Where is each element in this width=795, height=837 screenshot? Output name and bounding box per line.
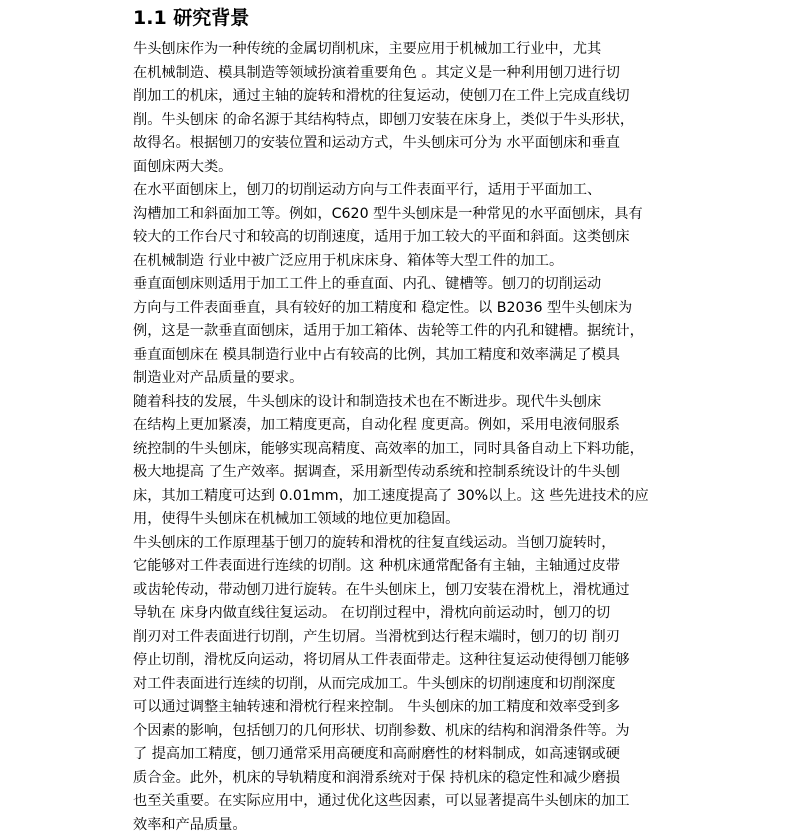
text-line: 制造业对产品质量的要求。 [133,367,693,391]
text-line: 牛头刨床的工作原理基于刨刀的旋转和滑枕的往复直线运动。当刨刀旋转时， [133,532,693,556]
text-line: 在机械制造 行业中被广泛应用于机床床身、箱体等大型工件的加工。 [133,250,693,274]
text-line: 在水平面刨床上，刨刀的切削运动方向与工件表面平行，适用于平面加工、 [133,179,693,203]
text-line: 牛头刨床作为一种传统的金属切削机床，主要应用于机械加工行业中，尤其 [133,38,693,62]
text-line: 可以通过调整主轴转速和滑枕行程来控制。 牛头刨床的加工精度和效率受到多 [133,696,693,720]
text-line: 面刨床两大类。 [133,156,693,180]
text-line: 削加工的机床，通过主轴的旋转和滑枕的往复运动，使刨刀在工件上完成直线切 [133,85,693,109]
text-line: 统控制的牛头刨床，能够实现高精度、高效率的加工，同时具备自动上下料功能， [133,438,693,462]
text-line: 极大地提高 了生产效率。据调查，采用新型传动系统和控制系统设计的牛头刨 [133,461,693,485]
text-line: 或齿轮传动，带动刨刀进行旋转。在牛头刨床上，刨刀安装在滑枕上，滑枕通过 [133,579,693,603]
text-line: 也至关重要。在实际应用中，通过优化这些因素，可以显著提高牛头刨床的加工 [133,790,693,814]
text-line: 对工件表面进行连续的切削，从而完成加工。牛头刨床的切削速度和切削深度 [133,673,693,697]
text-line: 停止切削，滑枕反向运动，将切屑从工件表面带走。这种往复运动使得刨刀能够 [133,649,693,673]
text-line: 了 提高加工精度，刨刀通常采用高硬度和高耐磨性的材料制成，如高速钢或硬 [133,743,693,767]
text-line: 它能够对工件表面进行连续的切削。这 种机床通常配备有主轴，主轴通过皮带 [133,555,693,579]
text-line: 垂直面刨床在 模具制造行业中占有较高的比例，其加工精度和效率满足了模具 [133,344,693,368]
section-heading: 1.1 研究背景 [133,5,249,31]
text-line: 故得名。根据刨刀的安装位置和运动方式，牛头刨床可分为 水平面刨床和垂直 [133,132,693,156]
text-line: 方向与工件表面垂直，具有较好的加工精度和 稳定性。以 B2036 型牛头刨床为 [133,297,693,321]
body-text [133,38,693,837]
text-line: 较大的工作台尺寸和较高的切削速度，适用于加工较大的平面和斜面。这类刨床 [133,226,693,250]
text-line: 质合金。此外，机床的导轨精度和润滑系统对于保 持机床的稳定性和减少磨损 [133,767,693,791]
text-line: 在结构上更加紧凑，加工精度更高，自动化程 度更高。例如，采用电液伺服系 [133,414,693,438]
text-line: 导轨在 床身内做直线往复运动。 在切削过程中，滑枕向前运动时，刨刀的切 [133,602,693,626]
text-line: 例，这是一款垂直面刨床，适用于加工箱体、齿轮等工件的内孔和键槽。据统计， [133,320,693,344]
text-line: 随着科技的发展，牛头刨床的设计和制造技术也在不断进步。现代牛头刨床 [133,391,693,415]
text-line: 个因素的影响，包括刨刀的几何形状、切削参数、机床的结构和润滑条件等。为 [133,720,693,744]
text-line: 床，其加工精度可达到 0.01mm，加工速度提高了 30%以上。这 些先进技术的应 [133,485,693,509]
text-line: 削刃对工件表面进行切削，产生切屑。当滑枕到达行程末端时，刨刀的切 削刃 [133,626,693,650]
text-line: 在机械制造、模具制造等领域扮演着重要角色 。其定义是一种利用刨刀进行切 [133,62,693,86]
text-line: 垂直面刨床则适用于加工工件上的垂直面、内孔、键槽等。刨刀的切削运动 [133,273,693,297]
text-line: 效率和产品质量。 [133,814,693,837]
text-line: 削。牛头刨床 的命名源于其结构特点，即刨刀安装在床身上，类似于牛头形状， [133,109,693,133]
text-line: 沟槽加工和斜面加工等。例如，C620 型牛头刨床是一种常见的水平面刨床，具有 [133,203,693,227]
text-line: 用，使得牛头刨床在机械加工领域的地位更加稳固。 [133,508,693,532]
